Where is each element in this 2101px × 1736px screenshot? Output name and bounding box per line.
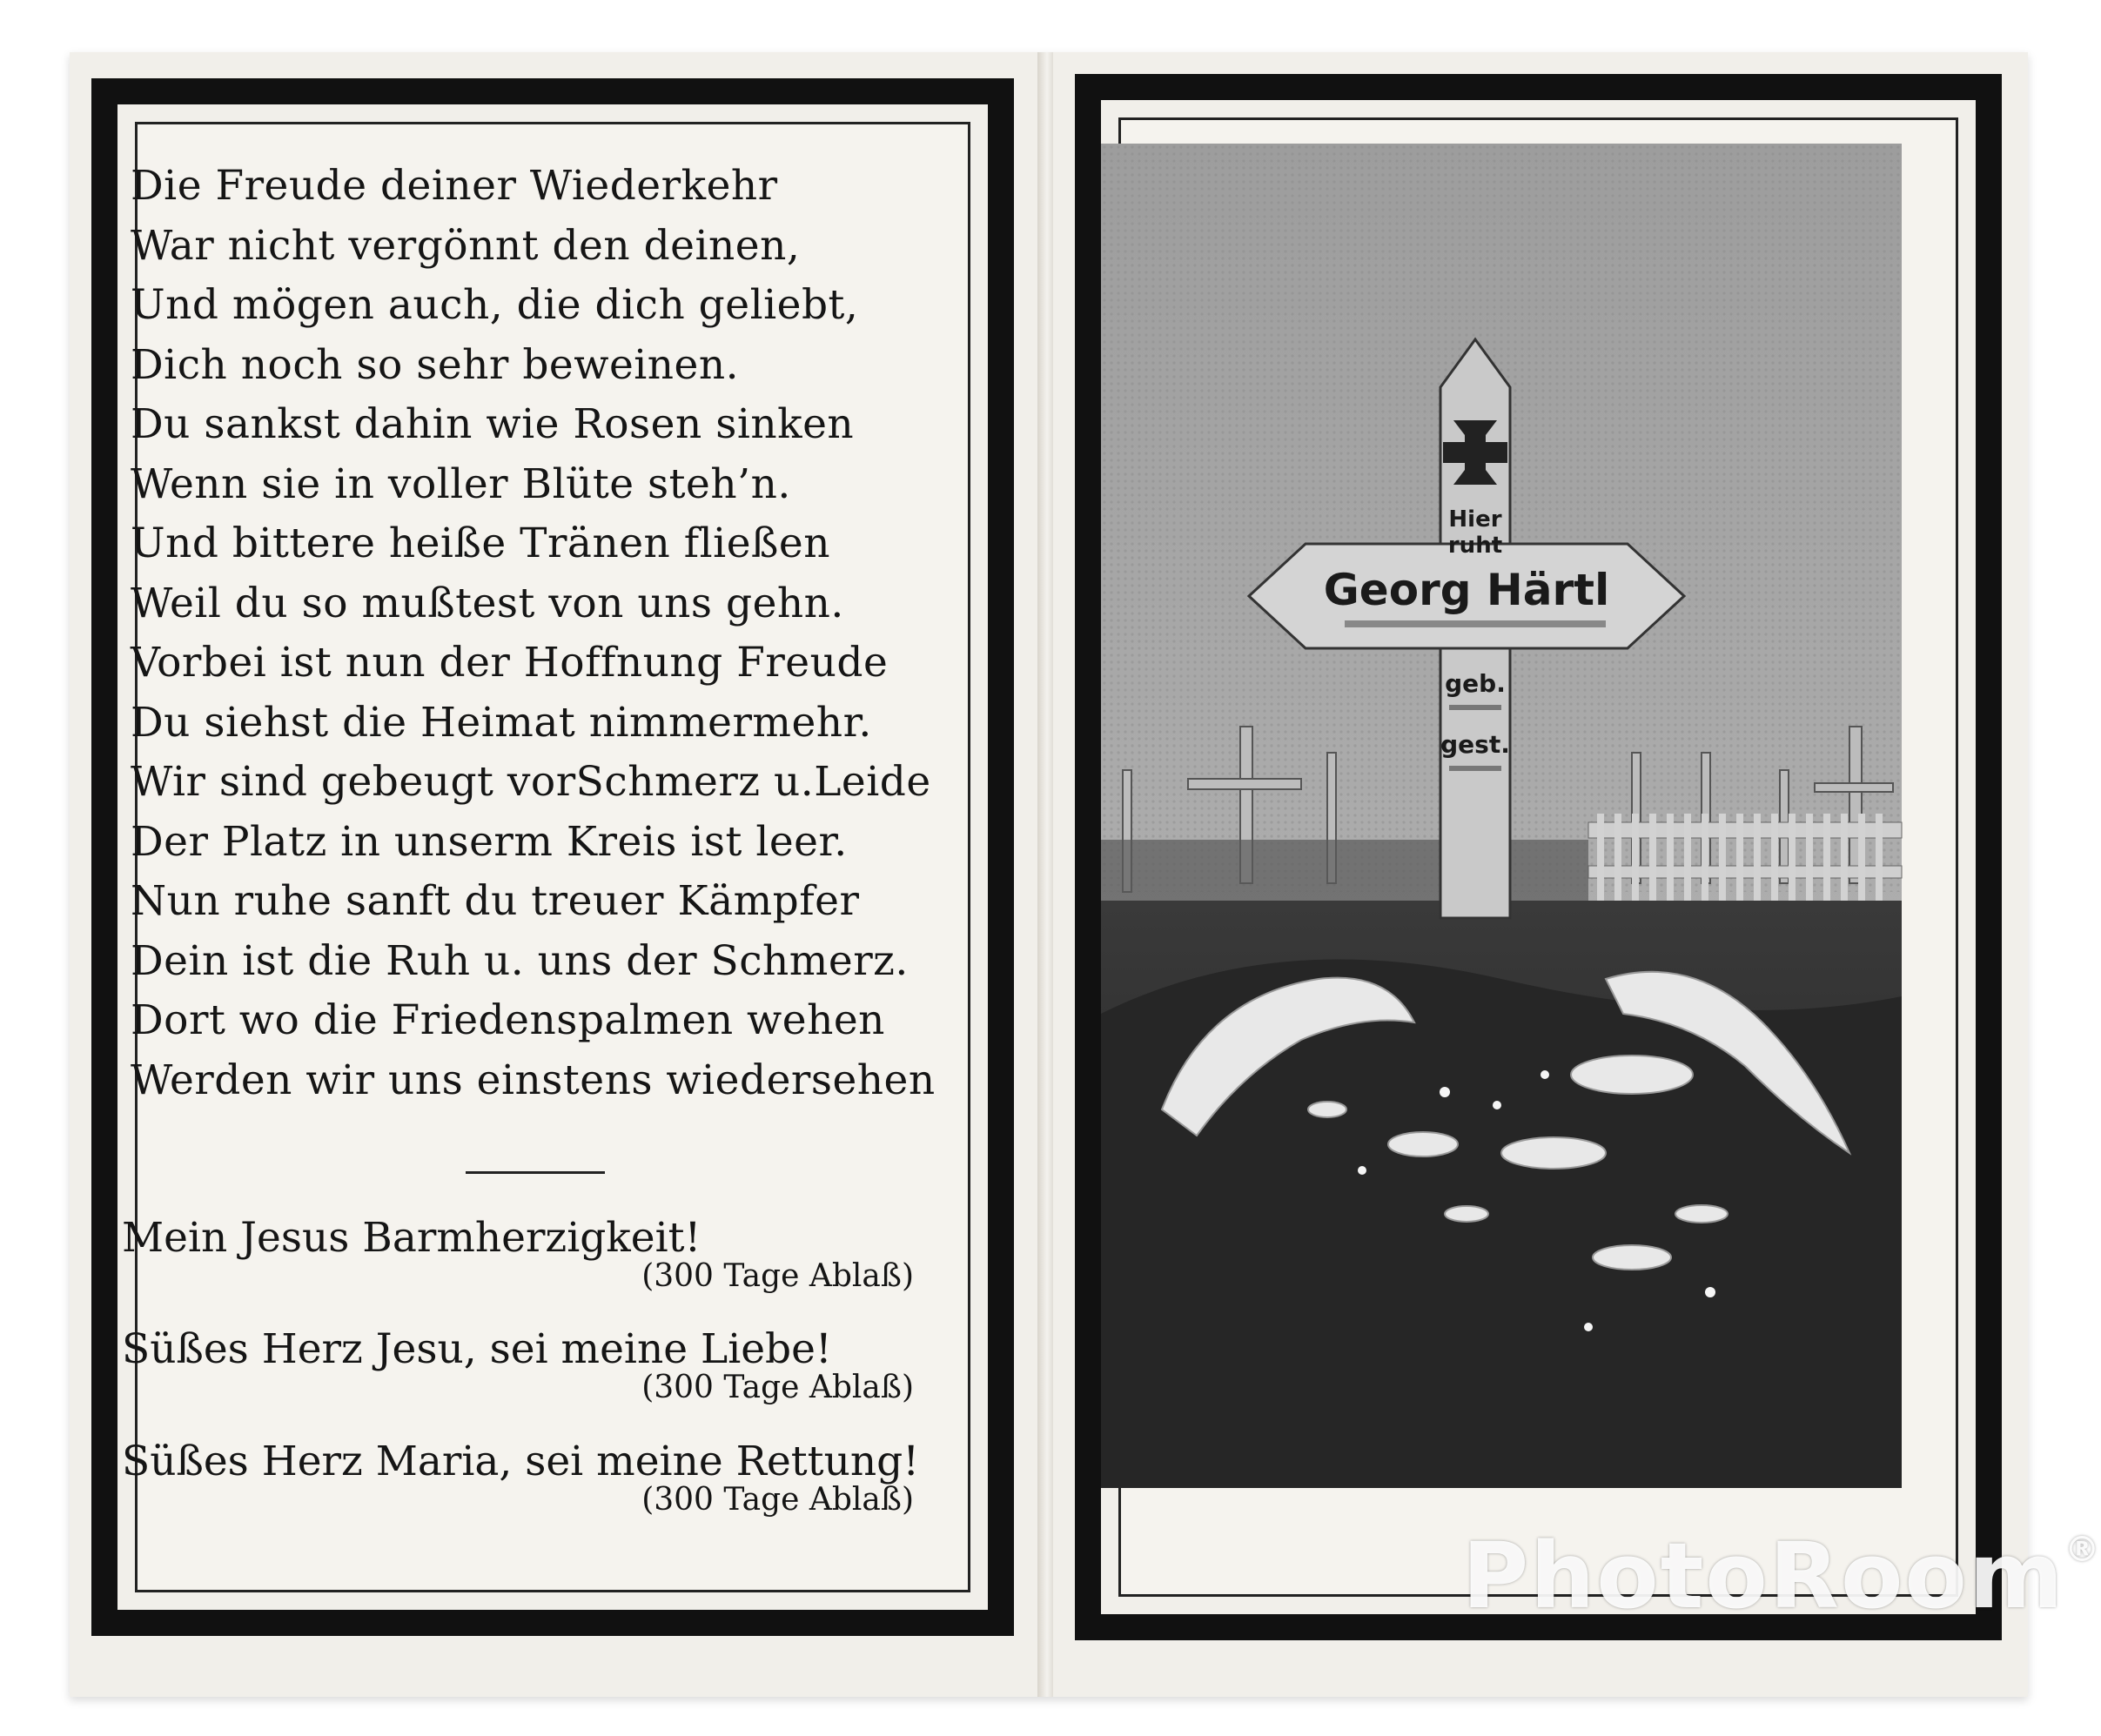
grave-cross-illustration bbox=[1101, 144, 1902, 1488]
cross-name: Georg Härtl bbox=[1323, 565, 1610, 615]
prayer-text: Süßes Herz Maria, sei meine Rettung! bbox=[122, 1438, 920, 1485]
poem-line: Dort wo die Friedenspalmen wehen bbox=[131, 996, 885, 1044]
poem-line: Dein ist die Ruh u. uns der Schmerz. bbox=[131, 936, 909, 985]
poem-line: Dich noch so sehr beweinen. bbox=[131, 340, 740, 389]
cross-born-label: geb. bbox=[1445, 669, 1506, 698]
watermark-text: PhotoRoom bbox=[1462, 1523, 2065, 1629]
grave-photo bbox=[1101, 144, 1902, 1488]
poem-line: Weil du so mußtest von uns gehn. bbox=[131, 579, 844, 627]
indulgence-note: (300 Tage Ablaß) bbox=[641, 1482, 914, 1518]
memorial-card bbox=[70, 52, 2028, 1697]
poem-line: Werden wir uns einstens wiedersehen bbox=[131, 1056, 936, 1104]
poem-line: Du sankst dahin wie Rosen sinken bbox=[131, 400, 855, 448]
prayer-heart-of-mary bbox=[122, 1438, 923, 1518]
indulgence-note: (300 Tage Ablaß) bbox=[641, 1370, 914, 1405]
prayer-sacred-heart bbox=[122, 1325, 923, 1405]
divider-rule bbox=[466, 1171, 605, 1174]
photoroom-watermark bbox=[1462, 1523, 2101, 1629]
poem-line: Und mögen auch, die dich geliebt, bbox=[131, 281, 859, 329]
registered-mark: ® bbox=[2064, 1530, 2101, 1570]
poem-line: Wir sind gebeugt vorSchmerz u.Leide bbox=[131, 758, 931, 806]
left-panel bbox=[70, 52, 1040, 1697]
cross-inscription-hier: Hier bbox=[1448, 506, 1502, 533]
prayer-jesus-mercy bbox=[122, 1214, 923, 1294]
indulgence-note: (300 Tage Ablaß) bbox=[641, 1258, 914, 1294]
memorial-poem bbox=[131, 157, 936, 1110]
cross-died-label: gest. bbox=[1440, 730, 1510, 759]
poem-line: Wenn sie in voller Blüte steh’n. bbox=[131, 459, 791, 508]
right-panel bbox=[1053, 52, 2028, 1697]
poem-line: War nicht vergönnt den deinen, bbox=[131, 221, 801, 270]
poem-line: Und bittere heiße Tränen fließen bbox=[131, 519, 830, 567]
prayer-text: Süßes Herz Jesu, sei meine Liebe! bbox=[122, 1325, 832, 1373]
poem-line: Nun ruhe sanft du treuer Kämpfer bbox=[131, 877, 860, 925]
poem-line: Der Platz in unserm Kreis ist leer. bbox=[131, 817, 848, 866]
poem-line: Du siehst die Heimat nimmermehr. bbox=[131, 698, 872, 747]
cross-inscription-ruht: ruht bbox=[1447, 533, 1503, 559]
poem-line: Die Freude deiner Wiederkehr bbox=[131, 162, 778, 210]
poem-line: Vorbei ist nun der Hoffnung Freude bbox=[131, 639, 889, 687]
prayer-text: Mein Jesus Barmherzigkeit! bbox=[122, 1214, 701, 1262]
